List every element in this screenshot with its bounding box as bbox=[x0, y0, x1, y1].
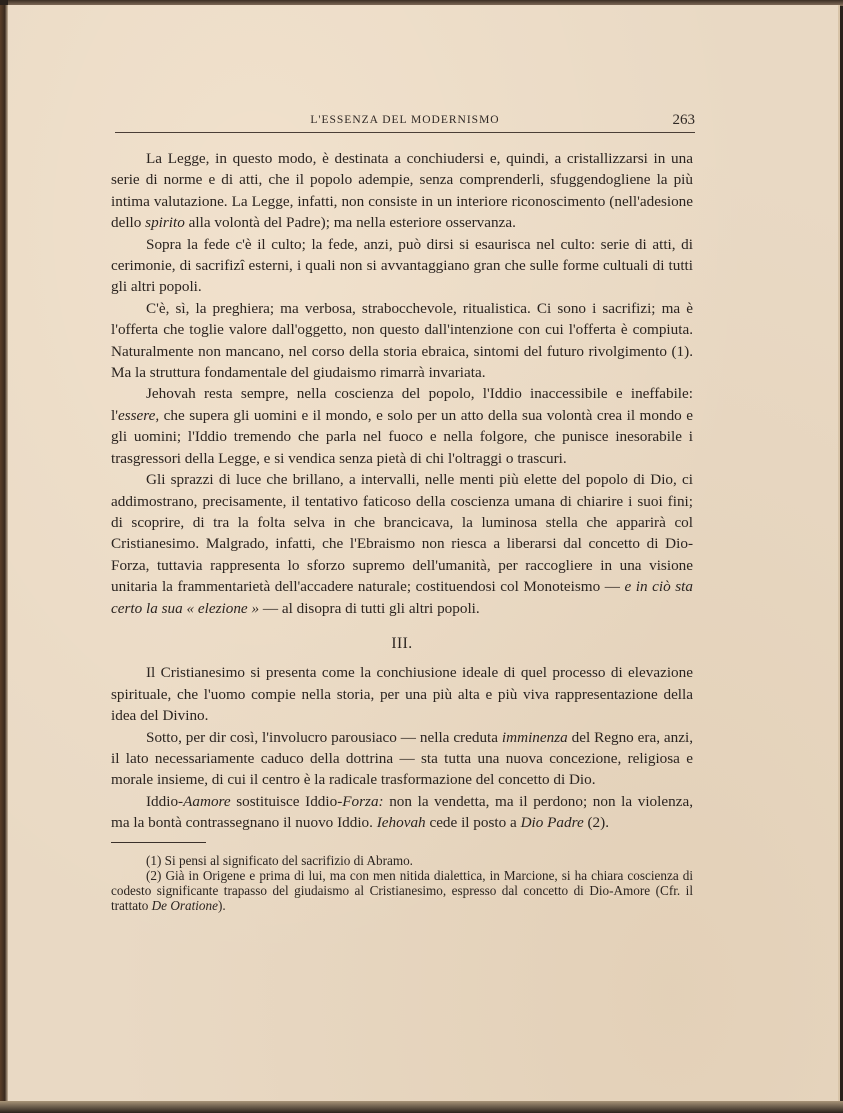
text-run: alla volontà del Padre); ma nella esteriore osservanza. bbox=[184, 214, 516, 232]
footnote-rule bbox=[111, 842, 206, 843]
paragraph bbox=[111, 148, 693, 234]
page-header bbox=[115, 112, 695, 134]
running-title: L'ESSENZA DEL MODERNISMO bbox=[310, 114, 500, 126]
text-run: ). bbox=[217, 898, 226, 914]
header-rule bbox=[115, 132, 695, 133]
text-run: Jehovah resta sempre, nella coscienza del popolo, l'Iddio inaccessibile e ineffabile: l' bbox=[111, 385, 693, 424]
paragraph bbox=[111, 791, 693, 834]
text-run: Sopra la fede c'è il culto; la fede, anzi, può dirsi si esaurisca nel culto: serie di atti, di cerimonie, di sacrifizî esterni, i quali non si avvantaggiano gran che sulle forme cultuali di tutti gli altri popoli. bbox=[111, 235, 693, 296]
text-run: sostituisce Iddio- bbox=[230, 792, 343, 810]
text-run: Sotto, per dir così, l'involucro parousiaco — nella creduta bbox=[146, 728, 502, 746]
paragraph bbox=[111, 234, 693, 298]
main-paragraphs bbox=[111, 148, 693, 619]
italic-text: De Oratione bbox=[151, 898, 218, 914]
paragraph bbox=[111, 469, 693, 619]
page-bottom-edge bbox=[0, 1101, 843, 1113]
paragraph bbox=[111, 298, 693, 384]
text-run: C'è, sì, la preghiera; ma verbosa, strabocchevole, ritualistica. Ci sono i sacrifizi; ma è l'offerta che toglie valore dall'oggetto, non questo dall'intenzione con cui l'offerta è compiuta. Naturalmente non mancano, nel corso della storia ebraica, sintomi del futuro rivolgimento (1). Ma la struttura fondamentale del giudaismo rimarrà invariata. bbox=[111, 299, 693, 382]
text-run: non la vendetta, ma il perdono; non la violenza, ma la bontà contrassegnano il nuovo Iddio. bbox=[111, 792, 693, 832]
text-run: Il Cristianesimo si presenta come la conchiusione ideale di quel processo di elevazione spirituale, che l'uomo compie nella storia, per una più alta e più viva rappresentazione della idea del Divino. bbox=[111, 664, 693, 725]
italic-text: e in ciò sta certo la sua « elezione » bbox=[111, 578, 693, 617]
footnote bbox=[111, 868, 693, 914]
text-run: che supera gli uomini e il mondo, e solo per un atto della sua volontà crea il mondo e gli uomini; l'Iddio tremendo che parla nel fuoco e nella folgore, che punisce inesorabile i trasgressori della Legge, e si vendica senza pietà di chi l'oltraggi o trascuri. bbox=[111, 406, 693, 467]
italic-text: essere, bbox=[117, 406, 160, 424]
italic-text: Forza: bbox=[342, 792, 384, 810]
text-run: (1) Si pensi al significato del sacrifizio di Abramo. bbox=[146, 852, 413, 868]
italic-text: imminenza bbox=[501, 728, 568, 746]
footnotes bbox=[111, 853, 693, 914]
book-spine bbox=[0, 5, 8, 1105]
section-heading: III. bbox=[391, 634, 413, 652]
text-run: Iddio- bbox=[146, 792, 184, 810]
italic-text: Aamore bbox=[183, 792, 231, 810]
page-number: 263 bbox=[672, 112, 695, 128]
footnote bbox=[111, 853, 693, 868]
paragraph bbox=[111, 662, 693, 726]
body-text bbox=[111, 148, 693, 913]
text-run: La Legge, in questo modo, è destinata a conchiudersi e, quindi, a cristallizzarsi in una serie di norme e di atti, che il popolo adempie, senza comprenderli, sfuggendogliene la più intima valutazione. La Legge, infatti, non consiste in un interiore riconoscimento (nell'adesione dello bbox=[111, 150, 693, 232]
section-paragraphs bbox=[111, 662, 693, 833]
text-run: del Regno era, anzi, il lato necessariamente caduco della dottrina — sta tutta una nuova concezione, religiosa e morale insieme, di cui il centro è la radicale trasformazione del concetto di Dio. bbox=[111, 728, 694, 789]
paragraph bbox=[111, 383, 693, 469]
italic-text: Dio Padre bbox=[520, 814, 584, 832]
text-run: (2) Già in Origene e prima di lui, ma con men nitida dialettica, in Marcione, si ha chiara coscienza di codesto significante trapasso del giudaismo al Cristianesimo, espresso dal concetto di Dio-Amore (Cfr. il trattato bbox=[111, 867, 693, 914]
text-run: (2). bbox=[583, 814, 610, 832]
text-run: Gli sprazzi di luce che brillano, a intervalli, nelle menti più elette del popolo di Dio, ci addimostrano, precisamente, il tentativo faticoso della coscienza umana di chiarire i suoi fini; di scoprire, di tra la folta selva in che brancicava, la luminosa stella che apparirà col Cristianesimo. Malgrado, infatti, che l'Ebraismo non riesca a liberarsi dal concetto di Dio-Forza, tuttavia rappresenta lo sforzo supremo dell'umanità, per raccogliere in una visione unitaria la frammentarietà dell'accadere naturale; costituendosi col Monoteismo — bbox=[111, 471, 693, 596]
italic-text: Iehovah bbox=[376, 814, 426, 832]
italic-text: spirito bbox=[145, 214, 185, 232]
text-run: cede il posto a bbox=[425, 814, 521, 832]
paragraph bbox=[111, 727, 693, 791]
text-run: — al disopra di tutti gli altri popoli. bbox=[259, 599, 480, 617]
